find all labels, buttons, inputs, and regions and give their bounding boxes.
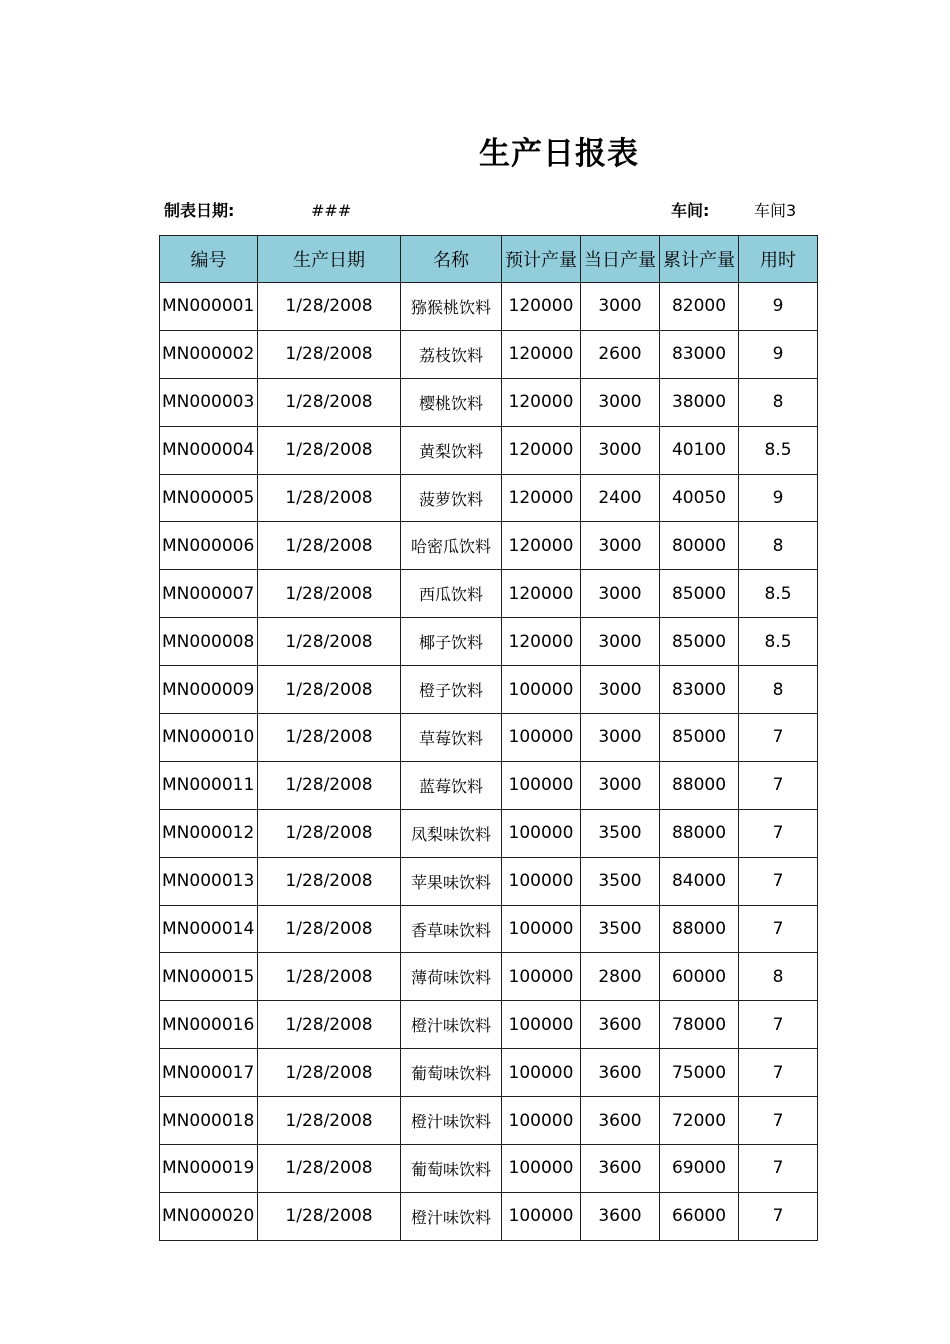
cell-date: 1/28/2008 — [258, 426, 401, 474]
cell-code: MN000005 — [160, 474, 258, 522]
cell-name: 椰子饮料 — [401, 618, 502, 666]
cell-hours: 8 — [739, 666, 818, 714]
column-header-code: 编号 — [160, 236, 258, 283]
cell-date: 1/28/2008 — [258, 1192, 401, 1240]
cell-name: 葡萄味饮料 — [401, 1145, 502, 1193]
cell-code: MN000015 — [160, 953, 258, 1001]
cell-planned: 120000 — [502, 330, 581, 378]
cell-name: 草莓饮料 — [401, 714, 502, 762]
cell-code: MN000016 — [160, 1001, 258, 1049]
cell-planned: 100000 — [502, 666, 581, 714]
cell-date: 1/28/2008 — [258, 618, 401, 666]
table-row — [160, 761, 818, 809]
cell-planned: 120000 — [502, 618, 581, 666]
cell-daily: 3000 — [581, 283, 660, 331]
cell-planned: 120000 — [502, 283, 581, 331]
cell-daily: 3500 — [581, 857, 660, 905]
cell-planned: 120000 — [502, 474, 581, 522]
table-row — [160, 330, 818, 378]
cell-daily: 3000 — [581, 618, 660, 666]
cell-daily: 3000 — [581, 426, 660, 474]
table-row — [160, 953, 818, 1001]
cell-code: MN000003 — [160, 378, 258, 426]
cell-hours: 7 — [739, 1145, 818, 1193]
cell-date: 1/28/2008 — [258, 330, 401, 378]
production-table — [159, 235, 818, 1241]
cell-date: 1/28/2008 — [258, 714, 401, 762]
cell-code: MN000010 — [160, 714, 258, 762]
cell-date: 1/28/2008 — [258, 953, 401, 1001]
cell-cumulative: 85000 — [660, 618, 739, 666]
cell-planned: 120000 — [502, 522, 581, 570]
cell-hours: 8.5 — [739, 426, 818, 474]
cell-code: MN000019 — [160, 1145, 258, 1193]
cell-daily: 2800 — [581, 953, 660, 1001]
cell-hours: 7 — [739, 809, 818, 857]
cell-name: 猕猴桃饮料 — [401, 283, 502, 331]
table-row — [160, 714, 818, 762]
cell-planned: 100000 — [502, 905, 581, 953]
table-row — [160, 474, 818, 522]
cell-hours: 8.5 — [739, 618, 818, 666]
cell-name: 薄荷味饮料 — [401, 953, 502, 1001]
table-row — [160, 1001, 818, 1049]
cell-name: 葡萄味饮料 — [401, 1049, 502, 1097]
date-value: ### — [311, 201, 352, 220]
cell-hours: 7 — [739, 761, 818, 809]
cell-daily: 3000 — [581, 378, 660, 426]
cell-planned: 100000 — [502, 1049, 581, 1097]
cell-code: MN000007 — [160, 570, 258, 618]
cell-cumulative: 78000 — [660, 1001, 739, 1049]
cell-planned: 100000 — [502, 714, 581, 762]
table-row — [160, 1192, 818, 1240]
cell-date: 1/28/2008 — [258, 378, 401, 426]
cell-date: 1/28/2008 — [258, 1097, 401, 1145]
column-header-date: 生产日期 — [258, 236, 401, 283]
cell-name: 黄梨饮料 — [401, 426, 502, 474]
cell-cumulative: 40100 — [660, 426, 739, 474]
cell-daily: 3600 — [581, 1049, 660, 1097]
cell-cumulative: 75000 — [660, 1049, 739, 1097]
cell-date: 1/28/2008 — [258, 474, 401, 522]
cell-planned: 100000 — [502, 857, 581, 905]
cell-cumulative: 83000 — [660, 666, 739, 714]
cell-code: MN000006 — [160, 522, 258, 570]
cell-name: 橙子饮料 — [401, 666, 502, 714]
cell-name: 蓝莓饮料 — [401, 761, 502, 809]
cell-hours: 7 — [739, 1097, 818, 1145]
cell-planned: 100000 — [502, 1097, 581, 1145]
cell-name: 凤梨味饮料 — [401, 809, 502, 857]
cell-code: MN000018 — [160, 1097, 258, 1145]
cell-name: 菠萝饮料 — [401, 474, 502, 522]
table-row — [160, 857, 818, 905]
column-header-hours: 用时 — [739, 236, 818, 283]
cell-code: MN000017 — [160, 1049, 258, 1097]
table-row — [160, 1097, 818, 1145]
cell-planned: 100000 — [502, 1001, 581, 1049]
cell-name: 哈密瓜饮料 — [401, 522, 502, 570]
cell-date: 1/28/2008 — [258, 761, 401, 809]
column-header-planned: 预计产量 — [502, 236, 581, 283]
cell-name: 橙汁味饮料 — [401, 1192, 502, 1240]
cell-date: 1/28/2008 — [258, 1001, 401, 1049]
cell-planned: 120000 — [502, 570, 581, 618]
table-row — [160, 618, 818, 666]
table-row — [160, 809, 818, 857]
cell-hours: 7 — [739, 905, 818, 953]
cell-date: 1/28/2008 — [258, 283, 401, 331]
cell-cumulative: 83000 — [660, 330, 739, 378]
cell-daily: 3000 — [581, 522, 660, 570]
workshop-value: 车间3 — [754, 201, 797, 220]
table-row — [160, 1145, 818, 1193]
cell-hours: 8 — [739, 522, 818, 570]
workshop-label: 车间: — [671, 201, 710, 220]
cell-code: MN000011 — [160, 761, 258, 809]
cell-planned: 100000 — [502, 809, 581, 857]
cell-cumulative: 38000 — [660, 378, 739, 426]
table-row — [160, 905, 818, 953]
table-row — [160, 1049, 818, 1097]
cell-code: MN000002 — [160, 330, 258, 378]
table-row — [160, 426, 818, 474]
cell-daily: 3000 — [581, 761, 660, 809]
date-label: 制表日期: — [164, 201, 235, 220]
table-row — [160, 666, 818, 714]
cell-planned: 120000 — [502, 426, 581, 474]
column-header-name: 名称 — [401, 236, 502, 283]
cell-cumulative: 88000 — [660, 809, 739, 857]
cell-daily: 2600 — [581, 330, 660, 378]
cell-name: 西瓜饮料 — [401, 570, 502, 618]
cell-date: 1/28/2008 — [258, 1049, 401, 1097]
cell-code: MN000009 — [160, 666, 258, 714]
cell-cumulative: 85000 — [660, 570, 739, 618]
cell-cumulative: 40050 — [660, 474, 739, 522]
cell-cumulative: 82000 — [660, 283, 739, 331]
table-row — [160, 522, 818, 570]
cell-daily: 3600 — [581, 1001, 660, 1049]
cell-cumulative: 88000 — [660, 761, 739, 809]
cell-hours: 7 — [739, 1192, 818, 1240]
cell-hours: 7 — [739, 857, 818, 905]
cell-date: 1/28/2008 — [258, 666, 401, 714]
cell-cumulative: 66000 — [660, 1192, 739, 1240]
report-title: 生产日报表 — [479, 136, 639, 172]
cell-cumulative: 60000 — [660, 953, 739, 1001]
cell-daily: 3600 — [581, 1097, 660, 1145]
cell-name: 橙汁味饮料 — [401, 1001, 502, 1049]
cell-date: 1/28/2008 — [258, 857, 401, 905]
cell-cumulative: 72000 — [660, 1097, 739, 1145]
cell-planned: 100000 — [502, 761, 581, 809]
cell-planned: 120000 — [502, 378, 581, 426]
cell-code: MN000004 — [160, 426, 258, 474]
cell-cumulative: 85000 — [660, 714, 739, 762]
cell-hours: 8 — [739, 953, 818, 1001]
cell-date: 1/28/2008 — [258, 905, 401, 953]
cell-hours: 8.5 — [739, 570, 818, 618]
cell-daily: 3000 — [581, 666, 660, 714]
cell-date: 1/28/2008 — [258, 570, 401, 618]
cell-name: 荔枝饮料 — [401, 330, 502, 378]
column-header-cumulative: 累计产量 — [660, 236, 739, 283]
cell-date: 1/28/2008 — [258, 1145, 401, 1193]
cell-hours: 9 — [739, 330, 818, 378]
cell-daily: 3500 — [581, 905, 660, 953]
cell-daily: 3000 — [581, 570, 660, 618]
cell-code: MN000013 — [160, 857, 258, 905]
table-row — [160, 283, 818, 331]
cell-daily: 3600 — [581, 1192, 660, 1240]
column-header-daily: 当日产量 — [581, 236, 660, 283]
cell-code: MN000020 — [160, 1192, 258, 1240]
cell-name: 香草味饮料 — [401, 905, 502, 953]
cell-planned: 100000 — [502, 1192, 581, 1240]
header-row — [160, 236, 818, 283]
cell-name: 樱桃饮料 — [401, 378, 502, 426]
cell-hours: 9 — [739, 474, 818, 522]
cell-date: 1/28/2008 — [258, 522, 401, 570]
cell-planned: 100000 — [502, 1145, 581, 1193]
cell-code: MN000008 — [160, 618, 258, 666]
cell-daily: 3500 — [581, 809, 660, 857]
cell-cumulative: 69000 — [660, 1145, 739, 1193]
table-row — [160, 570, 818, 618]
cell-hours: 7 — [739, 714, 818, 762]
cell-hours: 7 — [739, 1001, 818, 1049]
cell-name: 苹果味饮料 — [401, 857, 502, 905]
cell-daily: 3000 — [581, 714, 660, 762]
cell-cumulative: 80000 — [660, 522, 739, 570]
table-body — [160, 283, 818, 1241]
cell-name: 橙汁味饮料 — [401, 1097, 502, 1145]
cell-code: MN000012 — [160, 809, 258, 857]
cell-hours: 7 — [739, 1049, 818, 1097]
cell-planned: 100000 — [502, 953, 581, 1001]
cell-code: MN000014 — [160, 905, 258, 953]
cell-daily: 2400 — [581, 474, 660, 522]
cell-code: MN000001 — [160, 283, 258, 331]
cell-cumulative: 88000 — [660, 905, 739, 953]
cell-daily: 3600 — [581, 1145, 660, 1193]
cell-hours: 9 — [739, 283, 818, 331]
table-row — [160, 378, 818, 426]
cell-date: 1/28/2008 — [258, 809, 401, 857]
cell-cumulative: 84000 — [660, 857, 739, 905]
cell-hours: 8 — [739, 378, 818, 426]
